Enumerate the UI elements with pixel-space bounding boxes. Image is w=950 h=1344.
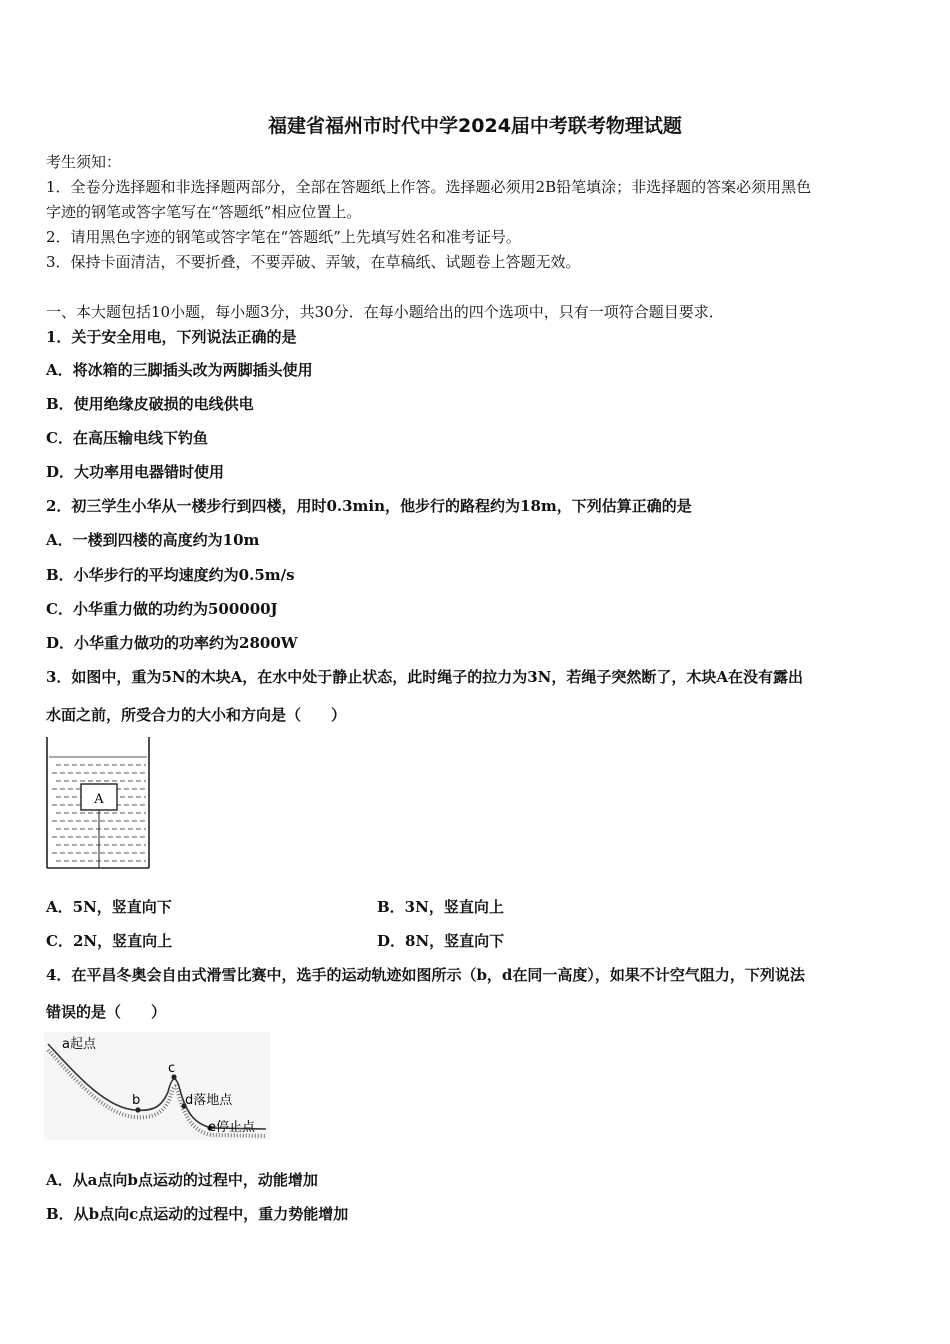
ski-trajectory-figure — [44, 1032, 270, 1140]
label-d: d落地点 — [185, 1093, 233, 1108]
q4-option-a: A．从a点向b点运动的过程中，动能增加 — [46, 1171, 318, 1189]
label-b: b — [132, 1093, 141, 1108]
water-tank-figure — [44, 737, 154, 873]
q3-option-d: D．8N，竖直向下 — [377, 932, 505, 950]
question-2-stem: 2．初三学生小华从一楼步行到四楼，用时0.3min，他步行的路程约为18m，下列估算正确的是 — [46, 497, 692, 515]
q4-option-b: B．从b点向c点运动的过程中，重力势能增加 — [46, 1205, 349, 1223]
page-title: 福建省福州市时代中学2024届中考联考物理试题 — [268, 115, 682, 137]
q3-option-b: B．3N，竖直向上 — [377, 898, 504, 916]
notice-item: 字迹的钢笔或答字笔写在“答题纸”相应位置上。 — [46, 203, 362, 221]
notice-heading: 考生须知： — [46, 153, 122, 171]
question-3-stem-cont: 水面之前，所受合力的大小和方向是（ ） — [46, 706, 347, 724]
q1-option-d: D．大功率用电器错时使用 — [46, 463, 225, 481]
question-1-stem: 1．关于安全用电，下列说法正确的是 — [46, 328, 297, 346]
label-e: e停止点 — [208, 1120, 255, 1135]
q2-option-d: D．小华重力做功的功率约为2800W — [46, 634, 298, 652]
notice-item: 3．保持卡面清洁，不要折叠，不要弄破、弄皱，在草稿纸、试题卷上答题无效。 — [46, 253, 581, 271]
q3-option-c: C．2N，竖直向上 — [46, 932, 173, 950]
question-4-stem: 4．在平昌冬奥会自由式滑雪比赛中，选手的运动轨迹如图所示（b，d在同一高度），如果不计空气阻力，下列说法 — [46, 966, 805, 984]
q2-option-b: B．小华步行的平均速度约为0.5m/s — [46, 566, 295, 584]
notice-item: 2．请用黑色字迹的钢笔或答字笔在“答题纸”上先填写姓名和准考证号。 — [46, 228, 521, 246]
section-heading: 一、本大题包括10小题，每小题3分，共30分．在每小题给出的四个选项中，只有一项符合题目要求． — [46, 303, 724, 321]
q2-option-c: C．小华重力做的功约为500000J — [46, 600, 278, 618]
label-c: c — [168, 1061, 176, 1076]
q3-option-a: A．5N，竖直向下 — [46, 898, 172, 916]
q1-option-c: C．在高压输电线下钓鱼 — [46, 429, 208, 447]
q1-option-b: B．使用绝缘皮破损的电线供电 — [46, 395, 254, 413]
question-4-stem-cont: 错误的是（ ） — [46, 1003, 167, 1021]
block-a-label: A — [94, 792, 104, 807]
notice-item: 1．全卷分选择题和非选择题两部分，全部在答题纸上作答。选择题必须用2B铅笔填涂；非选择题的答案必须用黑色 — [46, 178, 812, 196]
q1-option-a: A．将冰箱的三脚插头改为两脚插头使用 — [46, 361, 313, 379]
label-a: a起点 — [62, 1037, 96, 1052]
question-3-stem: 3．如图中，重为5N的木块A，在水中处于静止状态，此时绳子的拉力为3N，若绳子突然断了，木块A在没有露出 — [46, 668, 804, 686]
q2-option-a: A．一楼到四楼的高度约为10m — [46, 531, 260, 549]
